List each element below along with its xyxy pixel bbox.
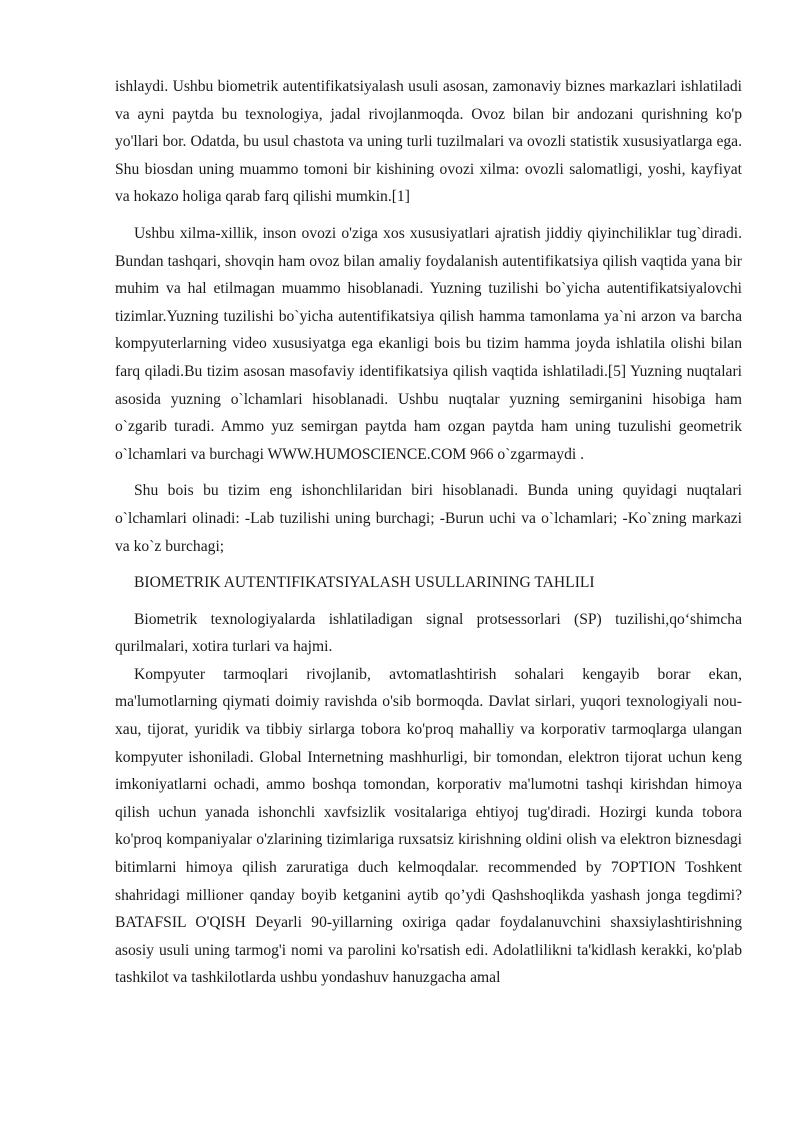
paragraph-face-points: Shu bois bu tizim eng ishonchlilaridan biri hisoblanadi. Bunda uning quyidagi nuqtalari o`lchamlari olinadi: -Lab tuzilishi uning burchagi; -Burun uchi va o`lchamlari; -Ko`zning markazi va ko`z burchagi; (115, 482, 742, 555)
paragraph-voice-authentication: ishlaydi. Ushbu biometrik autentifikatsiyalash usuli asosan, zamonaviy biznes markazlari ishlatiladi va ayni paytda bu texnologiya, jadal rivojlanmoqda. Ovoz bilan bir andozani qurishning ko'p yo'llari bor. Odatda, bu usul chastota va uning turli tuzilmalari va ovozli statistik xususiyatlarga ega. Shu biosdan uning muammo tomoni bir kishining ovozi xilma: ovozli salomatligi, yoshi, kayfiyat va hokazo holiga qarab farq qilishi mumkin.[1] (115, 78, 742, 206)
paragraph-signal-processors: Biometrik texnologiyalarda ishlatiladigan signal protsessorlari (SP) tuzilishi,qo‘shimcha qurilmalari, xotira turlari va hajmi. (115, 610, 742, 656)
section-heading: BIOMETRIK AUTENTIFIKATSIYALASH USULLARINING TAHLILI (134, 574, 595, 592)
document-page (115, 73, 742, 992)
paragraph-face-structure: Ushbu xilma-xillik, inson ovozi o'ziga xos xususiyatlari ajratish jiddiy qiyinchiliklar tug`diradi. Bundan tashqari, shovqin ham ovoz bilan amaliy foydalanish autentifikatsiya qilish vaqtida yana bir muhim va hal etilmagan muammo hisoblanadi. Yuzning tuzilishi bo`yicha autentifikatsiyalovchi tizimlar.Yuzning tuzilishi bo`yicha autentifikatsiya qilish hamma tamonlama ya`ni arzon va barcha kompyuterlarning video xususiyatga ega ekanligi bois bu tizim hamma joyda ishlatila olishi bilan farq qiladi.Bu tizim asosan masofaviy identifikatsiya qilish vaqtida ishlatiladi.[5] Yuzning nuqtalari asosida yuzning o`lchamlari hisoblanadi. Ushbu nuqtalar yuzning semirganini hisobiga ham o`zgarib turadi. Ammo yuz semirgan paytda ham ozgan paytda ham uning tuzulishi geometrik o`lchamlari va burchagi WWW.HUMOSCIENCE.COM 966 o`zgarmaydi . (115, 224, 742, 463)
paragraph-computer-networks: Kompyuter tarmoqlari rivojlanib, avtomatlashtirish sohalari kengayib borar ekan, ma'lumotlarning qiymati doimiy ravishda o'sib bormoqda. Davlat sirlari, yuqori texnologiyali nou-xau, tijorat, yuridik va tibbiy sirlarga tobora ko'proq mahalliy va korporativ tarmoqlarga ulangan kompyuter ishoniladi. Global Internetning mashhurligi, bir tomondan, elektron tijorat uchun keng imkoniyatlarni ochadi, ammo boshqa tomondan, korporativ ma'lumotni tashqi kirishdan himoya qilish uchun yanada ishonchli xavfsizlik vositalariga ehtiyoj tug'diradi. Hozirgi kunda tobora ko'proq kompaniyalar o'zlarining tizimlariga ruxsatsiz kirishning oldini olish va elektron biznesdagi bitimlarni himoya qilish zaruratiga duch kelmoqdalar. recommended by 7OPTION Toshkent shahridagi millioner qanday boyib ketganini aytib qo’ydi Qashshoqlikda yashash jonga tegdimi? BATAFSIL O'QISH Deyarli 90-yillarning oxiriga qadar foydalanuvchini shaxsiylashtirishning asosiy usuli uning tarmog'i nomi va parolini ko'rsatish edi. Adolatlilikni ta'kidlash kerakki, ko'plab tashkilot va tashkilotlarda ushbu yondashuv hanuzgacha amal (115, 665, 742, 987)
